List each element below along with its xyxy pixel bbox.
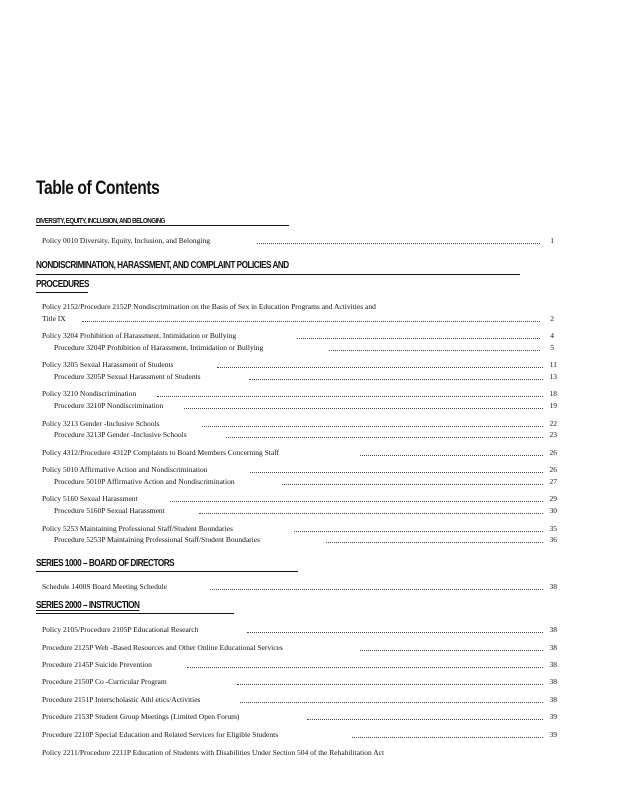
page-number: 38 [549, 677, 557, 686]
page-number: 38 [549, 643, 557, 652]
dot-leader [202, 426, 543, 427]
dot-leader [240, 702, 543, 703]
page-number: 30 [549, 506, 557, 515]
toc-entry[interactable]: Policy 3213 Gender -Inclusive Schools 22 [42, 419, 557, 428]
dot-leader [184, 408, 543, 409]
page-number: 38 [549, 695, 557, 704]
dot-leader [210, 589, 543, 590]
page-number: 1 [550, 236, 554, 245]
toc-entry[interactable]: Procedure 2153P Student Group Meetings (Limited Open Forum) 39 [42, 712, 557, 721]
dot-leader [226, 437, 543, 438]
toc-entry[interactable]: Procedure 2125P Web -Based Resources and Other Online Educational Services 38 [42, 643, 557, 652]
toc-entry[interactable]: Procedure 5253P Maintaining Professional Staff/Student Boundaries 36 [54, 535, 557, 544]
toc-entry[interactable]: Policy 2105/Procedure 2105P Educational Research 38 [42, 625, 557, 634]
dot-leader [297, 338, 540, 339]
section-heading-nondiscrimination: NONDISCRIMINATION, HARASSMENT, AND COMPLAINT POLICIES AND [36, 260, 289, 271]
toc-entry[interactable]: Policy 3205 Sexual Harassment of Students 11 [42, 360, 557, 369]
dot-leader [247, 632, 543, 633]
dot-leader [360, 455, 543, 456]
dot-leader [82, 321, 540, 322]
toc-entry[interactable]: Procedure 3204P Prohibition of Harassment, Intimidation or Bullying 5 [54, 343, 554, 352]
dot-leader [329, 350, 540, 351]
page-number: 11 [549, 360, 557, 369]
toc-entry[interactable]: Title IX 2 [42, 314, 554, 323]
toc-entry[interactable]: Procedure 5160P Sexual Harassment 30 [54, 506, 557, 515]
page-number: 39 [549, 712, 557, 721]
dot-leader [352, 737, 543, 738]
dot-leader [199, 513, 543, 514]
dot-leader [257, 243, 540, 244]
page-number: 35 [549, 524, 557, 533]
dot-leader [326, 542, 543, 543]
page-number: 38 [549, 582, 557, 591]
page-number: 27 [549, 477, 557, 486]
page-number: 38 [549, 625, 557, 634]
page-number: 39 [549, 730, 557, 739]
toc-entry[interactable]: Policy 3210 Nondiscrimination 18 [42, 389, 557, 398]
page-number: 5 [550, 343, 554, 352]
section-rule [36, 274, 520, 275]
dot-leader [249, 379, 543, 380]
dot-leader [360, 650, 543, 651]
page-number: 2 [550, 314, 554, 323]
toc-entry[interactable]: Procedure 2150P Co -Curricular Program 38 [42, 677, 557, 686]
toc-entry[interactable]: Procedure 5010P Affirmative Action and Nondiscrimination 27 [54, 477, 557, 486]
section-heading-diversity: DIVERSITY, EQUITY, INCLUSION, AND BELONGING [36, 216, 165, 225]
page-title: Table of Contents [36, 178, 160, 199]
page-number: 19 [549, 401, 557, 410]
toc-entry[interactable]: Procedure 3205P Sexual Harassment of Students 13 [54, 372, 557, 381]
section-rule [36, 571, 298, 572]
toc-entry[interactable]: Policy 0010 Diversity, Equity, Inclusion, and Belonging 1 [42, 236, 554, 245]
section-rule [36, 292, 88, 293]
dot-leader [157, 396, 543, 397]
toc-entry[interactable]: Schedule 1400S Board Meeting Schedule 38 [42, 582, 557, 591]
toc-entry[interactable]: Procedure 2145P Suicide Prevention 38 [42, 660, 557, 669]
toc-entry[interactable]: Procedure 2210P Special Education and Related Services for Eligible Students 39 [42, 730, 557, 739]
section-rule [36, 613, 234, 614]
toc-entry[interactable]: Procedure 2151P Interscholastic Athl etics/Activities 38 [42, 695, 557, 704]
page-number: 36 [549, 535, 557, 544]
page-number: 38 [549, 660, 557, 669]
page-number: 26 [549, 465, 557, 474]
page-number: 23 [549, 430, 557, 439]
toc-entry[interactable]: Procedure 3213P Gender -Inclusive Schools 23 [54, 430, 557, 439]
page-number: 29 [549, 494, 557, 503]
page-number: 26 [549, 448, 557, 457]
dot-leader [294, 531, 543, 532]
dot-leader [307, 719, 543, 720]
section-heading-series-2000: SERIES 2000 – INSTRUCTION [36, 600, 140, 611]
toc-entry[interactable]: Policy 2152/Procedure 2152P Nondiscrimination on the Basis of Sex in Education Programs and Activities and [42, 302, 376, 311]
dot-leader [250, 472, 543, 473]
dot-leader [217, 367, 543, 368]
toc-entry[interactable]: Policy 5160 Sexual Harassment 29 [42, 494, 557, 503]
toc-entry[interactable]: Procedure 3210P Nondiscrimination 19 [54, 401, 557, 410]
section-heading-series-1000: SERIES 1000 – BOARD OF DIRECTORS [36, 558, 175, 569]
page-number: 13 [549, 372, 557, 381]
toc-entry[interactable]: Policy 5253 Maintaining Professional Staff/Student Boundaries 35 [42, 524, 557, 533]
page-number: 22 [549, 419, 557, 428]
dot-leader [170, 501, 543, 502]
page-number: 4 [550, 331, 554, 340]
section-rule [36, 225, 289, 226]
page-number: 18 [549, 389, 557, 398]
dot-leader [237, 684, 543, 685]
toc-entry[interactable]: Policy 2211/Procedure 2211P Education of Students with Disabilities Under Section 504 of the Rehabilitation Act [42, 748, 385, 757]
toc-entry[interactable]: Policy 5010 Affirmative Action and Nondiscrimination 26 [42, 465, 557, 474]
toc-entry[interactable]: Policy 4312/Procedure 4312P Complaints to Board Members Concerning Staff 26 [42, 448, 557, 457]
section-heading-procedures: PROCEDURES [36, 279, 89, 290]
dot-leader [282, 484, 543, 485]
toc-entry[interactable]: Policy 3204 Prohibition of Harassment, Intimidation or Bullying 4 [42, 331, 554, 340]
dot-leader [187, 667, 543, 668]
